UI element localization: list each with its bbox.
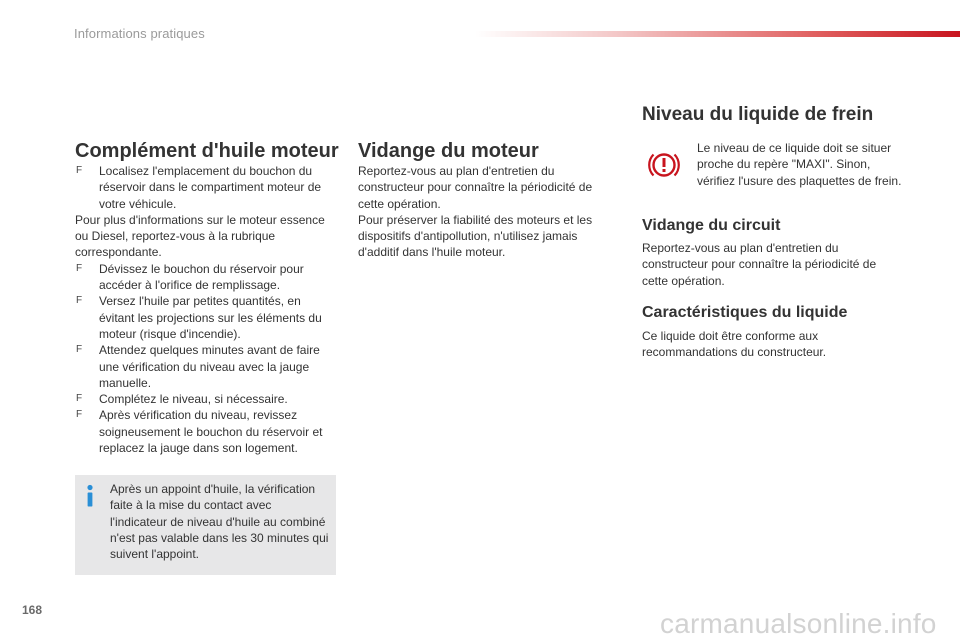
instruction-bullet [75, 293, 337, 342]
bullet-mark: F [76, 409, 83, 421]
engine-oil-change-text [358, 163, 608, 261]
bullet-mark: F [76, 344, 83, 356]
engine-oil-change-para-2: Pour préserver la fiabilité des moteurs et les dispositifs d'antipollution, n'utilisez jamais d'additif dans l'huile moteur. [358, 212, 593, 260]
section-heading-brake-fluid-level: Niveau du liquide de frein [642, 104, 874, 125]
section-heading-fluid-specs: Caractéristiques du liquide [642, 304, 848, 321]
oil-topup-instructions [75, 163, 337, 456]
info-icon [83, 484, 97, 508]
instruction-text: Pour plus d'informations sur le moteur essence ou Diesel, reportez-vous à la rubrique correspondante. [75, 212, 325, 260]
brake-fluid-warning-text: Le niveau de ce liquide doit se situer proche du repère "MAXI". Sinon, vérifiez l'usure des plaquettes de frein. [697, 141, 902, 188]
instruction-bullet [75, 391, 337, 407]
instruction-text: Après vérification du niveau, revissez soigneusement le bouchon du réservoir et replacez la jauge dans son logement. [99, 408, 323, 456]
header-title: Informations pratiques [74, 26, 205, 41]
bullet-mark: F [76, 165, 83, 176]
warning-icon [647, 148, 681, 182]
instruction-bullet [75, 261, 337, 294]
instruction-text: Versez l'huile par petites quantités, en évitant les projections sur les éléments du moteur (risque d'incendie). [99, 294, 322, 341]
instruction-text: Dévissez le bouchon du réservoir pour accéder à l'orifice de remplissage. [99, 261, 304, 293]
bullet-mark: F [76, 295, 83, 307]
instruction-bullet [75, 163, 337, 212]
header-accent-bar [475, 31, 960, 37]
circuit-drain-text: Reportez-vous au plan d'entretien du constructeur pour connaître la périodicité de cette opération. [642, 241, 877, 288]
info-note-text: Après un appoint d'huile, la vérification faite à la mise du contact avec l'indicateur de niveau d'huile au combiné n'est pas valable dans les 30 minutes qui suivent l'appoint. [110, 482, 329, 562]
bullet-mark: F [76, 262, 83, 274]
engine-oil-change-para-1: Reportez-vous au plan d'entretien du constructeur pour connaître la périodicité de cette opération. [358, 164, 593, 211]
instruction-text: Attendez quelques minutes avant de faire une vérification du niveau avec la jauge manuelle. [99, 343, 320, 390]
instruction-note [75, 212, 337, 261]
fluid-specs-text: Ce liquide doit être conforme aux recommandations du constructeur. [642, 329, 827, 360]
instruction-text: Localisez l'emplacement du bouchon du réservoir dans le compartiment moteur de votre véhicule. [99, 164, 322, 211]
bullet-mark: F [76, 393, 83, 405]
section-heading-oil-topup: Complément d'huile moteur [75, 140, 339, 162]
section-heading-circuit-drain: Vidange du circuit [642, 217, 781, 234]
instruction-text: Complétez le niveau, si nécessaire. [99, 392, 288, 407]
instruction-bullet [75, 342, 337, 391]
section-heading-engine-oil-change: Vidange du moteur [358, 140, 539, 162]
watermark-text: carmanualsonline.info [660, 608, 937, 639]
page-number: 168 [22, 603, 43, 617]
instruction-bullet [75, 407, 337, 456]
